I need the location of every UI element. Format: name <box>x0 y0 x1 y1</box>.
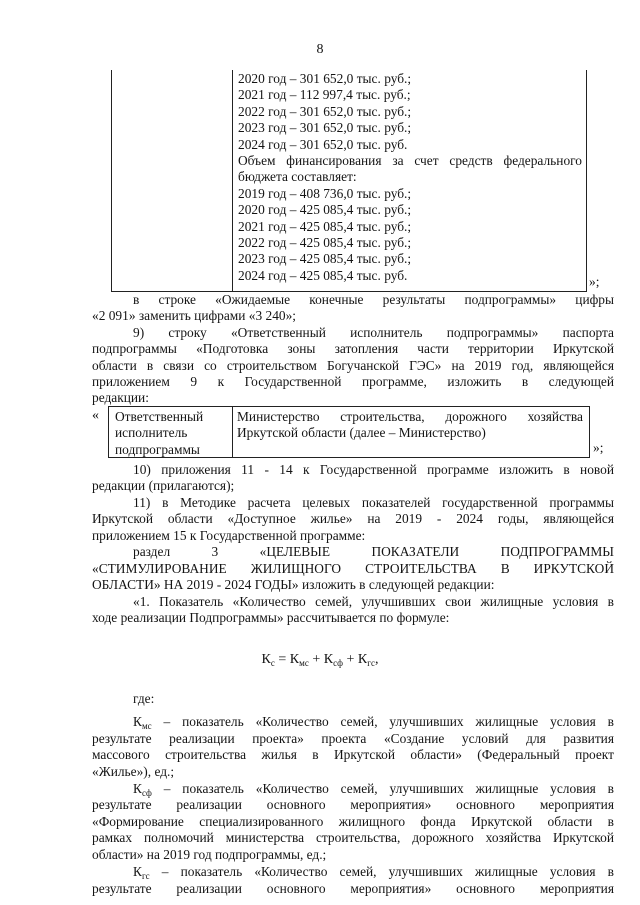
paragraph-line: результате реализации проекта» проекта «Создание условий для развития <box>92 731 614 746</box>
page-number: 8 <box>316 42 324 57</box>
paragraph-line: «СТИМУЛИРОВАНИЕ ЖИЛИЩНОГО СТРОИТЕЛЬСТВА В ИРКУТСКОЙ <box>92 561 614 576</box>
table-line: Ответственный <box>115 409 204 424</box>
paragraph-line: 10) приложения 11 - 14 к Государственной программе изложить в новой <box>133 462 614 477</box>
paragraph-line: «1. Показатель «Количество семей, улучшивших свои жилищные условия в <box>133 594 614 609</box>
table-line: 2023 год – 425 085,4 тыс. руб.; <box>238 251 412 267</box>
responsible-value-cell: Министерство строительства, дорожного хозяйства Иркутской области (далее – Министерство) <box>237 409 583 441</box>
definition-first-line: $К_{гс}$ – показатель «Количество семей, улучшивших жилищные условия в <box>133 864 614 881</box>
paragraph-line: подпрограммы «Подготовка зоны затопления части территории Иркутской <box>92 341 614 356</box>
paragraph-line: «Жилье»), ед.; <box>92 764 175 779</box>
paragraph-line: приложением 15 к Государственной программе: <box>92 528 366 543</box>
paragraph-line: области в связи со строительством Богучанской ГЭС» на 2019 год, являющейся <box>92 358 614 373</box>
column-divider <box>232 70 233 291</box>
table-line: 2020 год – 301 652,0 тыс. руб.; <box>238 71 412 86</box>
paragraph-line: «2 091» заменить цифрами «3 240»; <box>92 308 297 323</box>
financing-table <box>111 70 587 292</box>
definition-first-line: $К_{мс}$ – показатель «Количество семей, улучшивших жилищные условия в <box>133 714 614 731</box>
table-line: 2022 год – 301 652,0 тыс. руб.; <box>238 103 412 119</box>
paragraph-line: приложением 9 к Государственной программе, изложить в следующей <box>92 374 614 389</box>
table-line: 2021 год – 425 085,4 тыс. руб.; <box>238 218 412 234</box>
paragraph-line: результате реализации основного мероприятия» основного мероприятия <box>92 797 614 812</box>
closing-quote: »; <box>593 440 604 455</box>
financing-cell <box>238 71 582 284</box>
paragraph-line: в строке «Ожидаемые конечные результаты подпрограммы» цифры <box>133 292 614 307</box>
table-line: подпрограммы <box>115 441 200 457</box>
paragraph-line: редакции (прилагаются); <box>92 478 235 493</box>
table-line: 2020 год – 425 085,4 тыс. руб.; <box>238 202 412 218</box>
paragraph-line: ОБЛАСТИ» НА 2019 - 2024 ГОДЫ» изложить в следующей редакции: <box>92 577 495 592</box>
paragraph-line: Иркутской области «Доступное жилье» на 2019 - 2024 годы, являющейся <box>92 511 614 526</box>
table-line: Объем финансирования за счет средств федерального <box>238 152 582 168</box>
table-line: 2022 год – 425 085,4 тыс. руб.; <box>238 234 412 250</box>
table-line: 2023 год – 301 652,0 тыс. руб.; <box>238 120 412 136</box>
paragraph-line: раздел 3 «ЦЕЛЕВЫЕ ПОКАЗАТЕЛИ ПОДПРОГРАММЫ <box>133 544 614 559</box>
where-label: где: <box>133 691 155 706</box>
table-line: 2021 год – 112 997,4 тыс. руб.; <box>238 87 411 103</box>
paragraph-line: 9) строку «Ответственный исполнитель подпрограммы» паспорта <box>133 325 614 340</box>
column-divider <box>232 407 233 457</box>
responsible-table <box>108 406 590 458</box>
closing-quote: »; <box>589 274 600 289</box>
paragraph-line: результате реализации основного мероприятия» основного мероприятия <box>92 881 614 896</box>
paragraph-line: массового строительства жилья в Иркутской области» (Федеральный проект <box>92 747 614 762</box>
paragraph-line: области» на 2019 год подпрограммы, ед.; <box>92 847 327 862</box>
table-line: бюджета составляет: <box>238 169 357 185</box>
paragraph-line: «Формирование специализированного жилищного фонда Иркутской области в <box>92 814 614 829</box>
table-line: 2024 год – 425 085,4 тыс. руб. <box>238 267 408 283</box>
paragraph-line: 11) в Методике расчета целевых показателей государственной программы <box>133 495 614 510</box>
definition-first-line: $К_{сф}$ – показатель «Количество семей, улучшивших жилищные условия в <box>133 781 614 798</box>
paragraph-line: ходе реализации Подпрограммы» рассчитывается по формуле: <box>92 610 450 625</box>
formula: $К_с = К_{мс} + К_{сф} + К_{гс}$, <box>261 652 379 668</box>
responsible-label-cell <box>115 409 230 458</box>
paragraph-line: редакции: <box>92 390 149 405</box>
paragraph-line: рамках полномочий министерства строительства, дорожного хозяйства Иркутской <box>92 830 614 845</box>
table-line: 2019 год – 408 736,0 тыс. руб.; <box>238 185 412 201</box>
table-line: исполнитель <box>115 425 188 441</box>
open-quote: « <box>92 408 99 423</box>
table-line: 2024 год – 301 652,0 тыс. руб. <box>238 136 408 152</box>
